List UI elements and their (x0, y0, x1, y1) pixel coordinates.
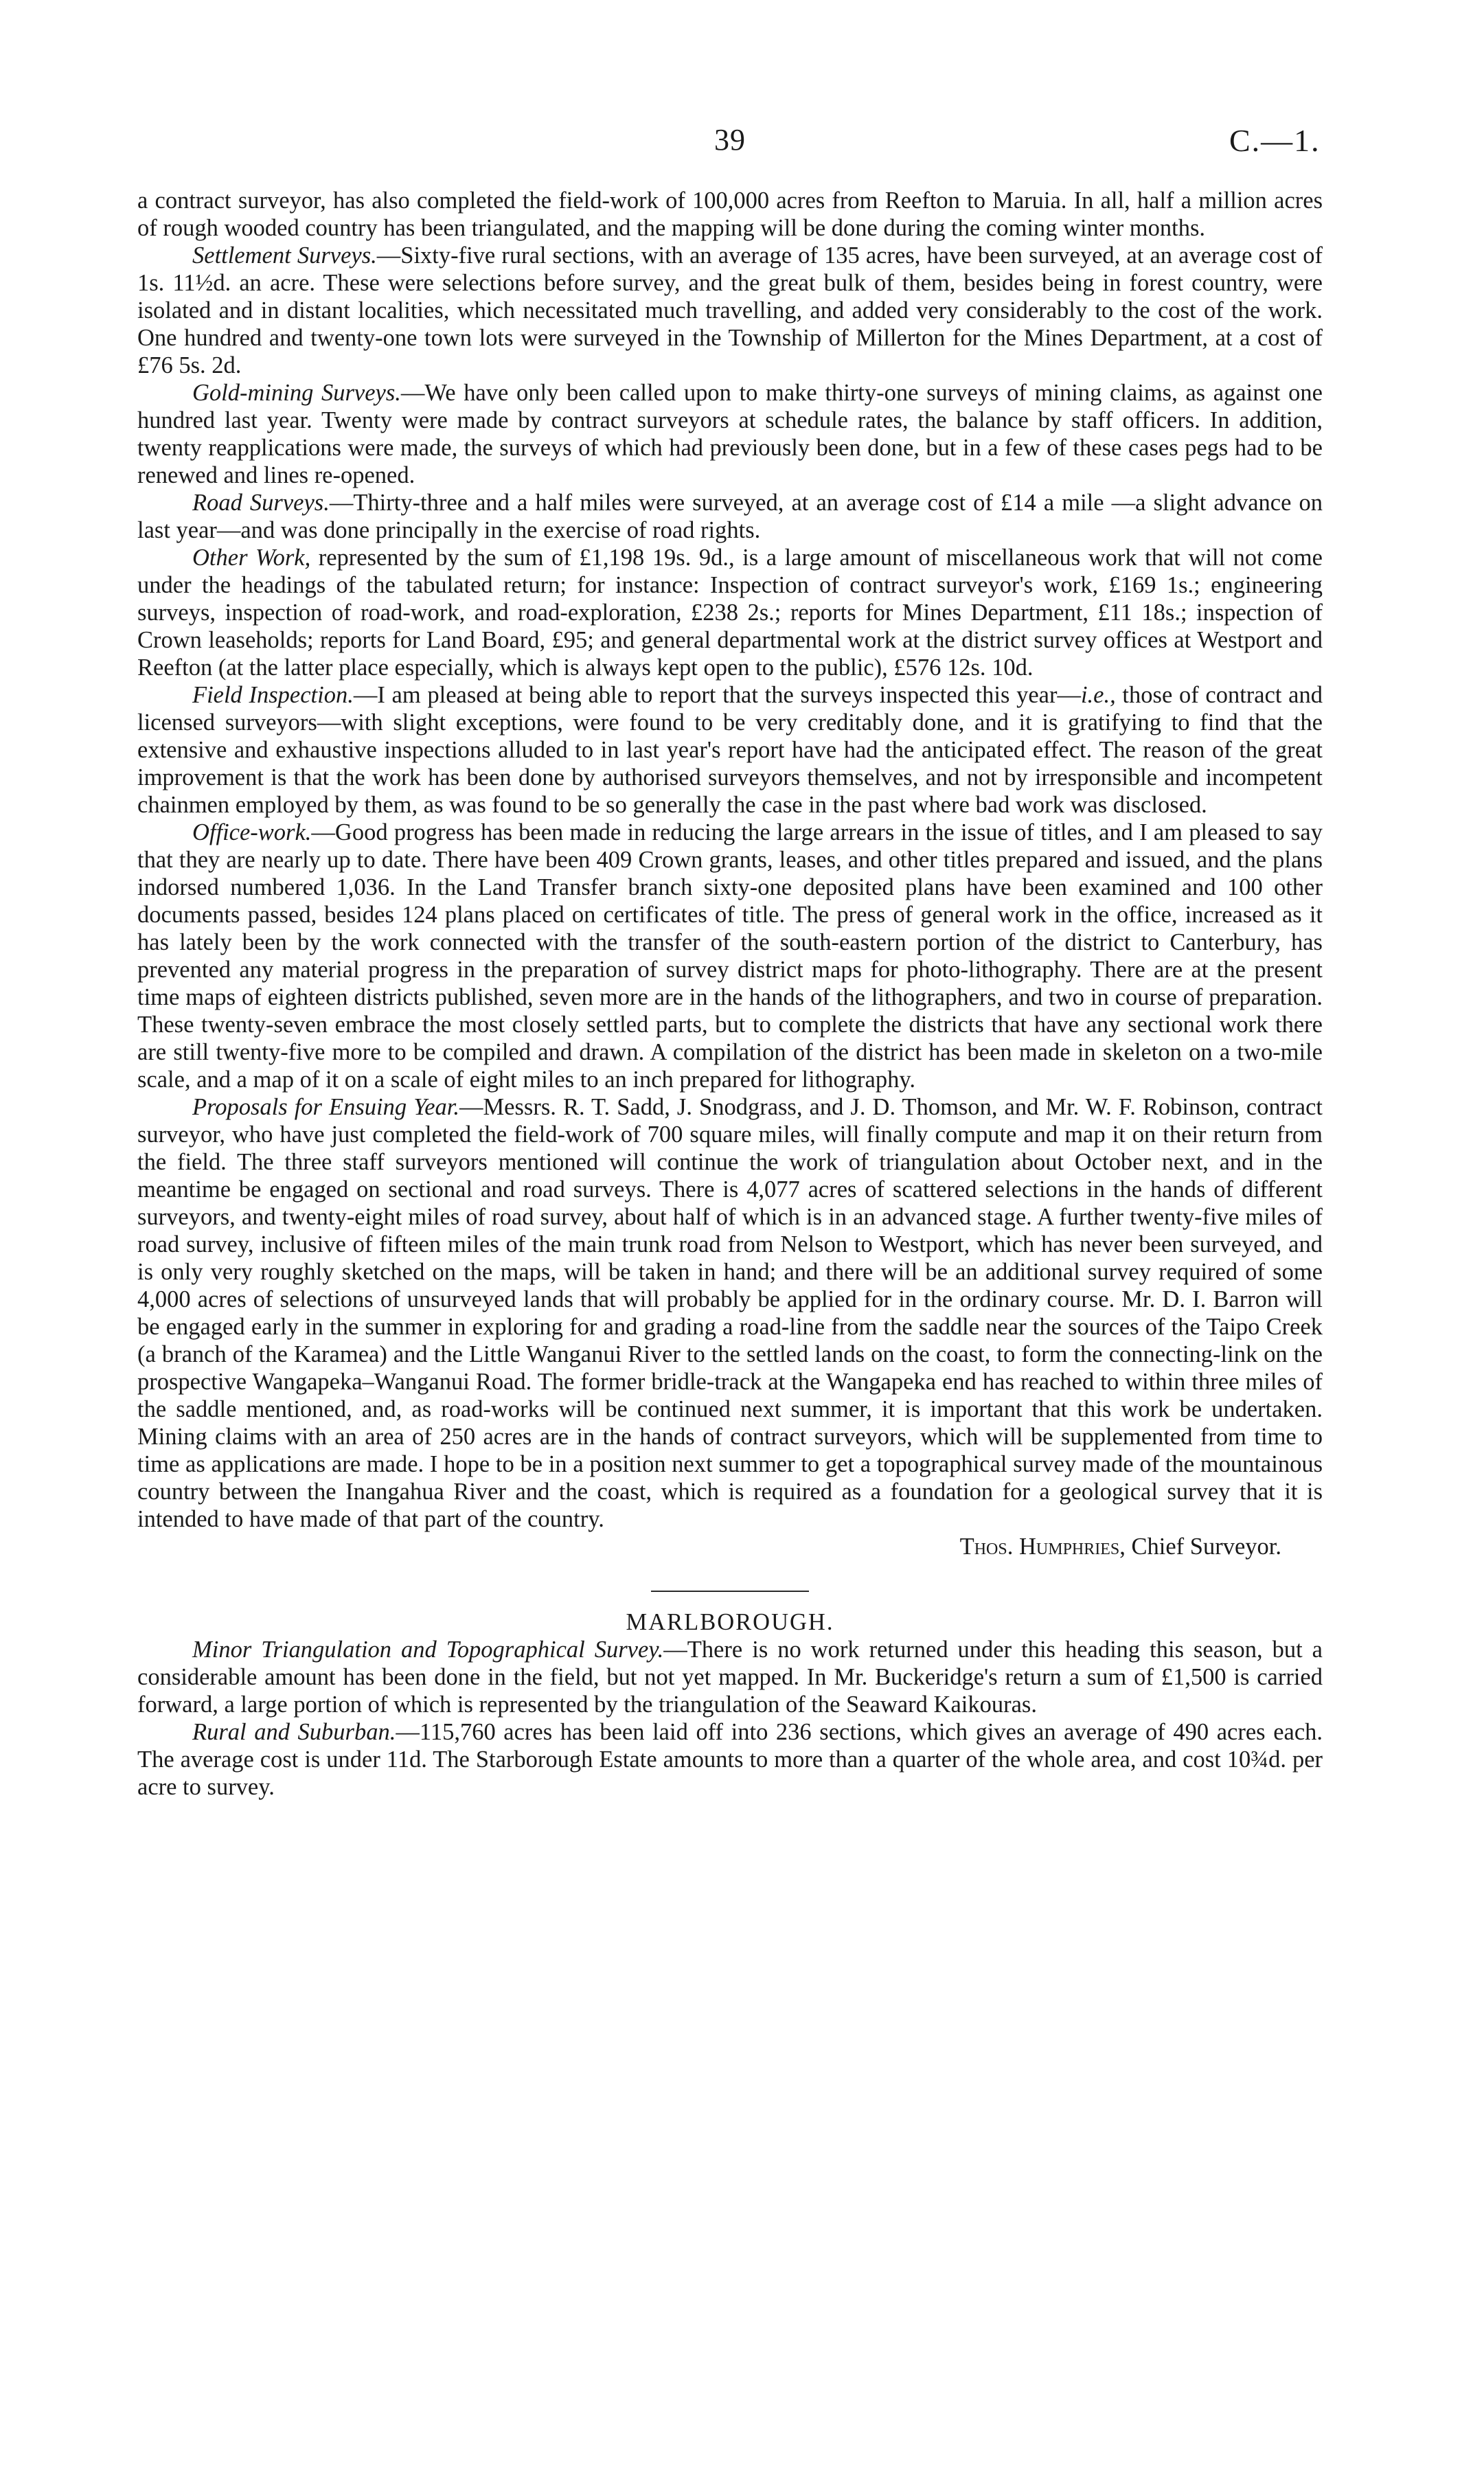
paragraph-continuation: a contract surveyor, has also completed the field-work of 100,000 acres from Reefton to Maruia. In all, half a million acres of rough wooded country has been triangulated, and the mapping will be done during the coming winter months. (137, 187, 1323, 241)
section-divider (651, 1591, 809, 1592)
paragraph-rural-suburban: Rural and Suburban.—115,760 acres has been laid off into 236 sections, which gives an average of 490 acres each. The average cost is under 11d. The Starborough Estate amounts to more than a quarter of the whole area, and cost 10¾d. per acre to survey. (137, 1719, 1323, 1800)
paragraph-heading: Settlement Surveys. (192, 242, 377, 269)
paragraph-heading: Other Work, (192, 545, 311, 571)
paragraph-heading: Rural and Suburban. (192, 1719, 396, 1745)
paragraph-heading: Road Surveys. (192, 490, 330, 516)
document-reference: C.—1. (1229, 123, 1321, 158)
paragraph-heading: Gold-mining Surveys. (192, 380, 401, 406)
section-heading: MARLBOROUGH. (626, 1609, 834, 1635)
signature-name: Thos. Humphries (959, 1534, 1120, 1560)
paragraph-heading: Office-work. (192, 819, 312, 845)
paragraph-heading: Proposals for Ensuing Year. (192, 1094, 459, 1120)
paragraph-other-work: Other Work, represented by the sum of £1,198 19s. 9d., is a large amount of miscellaneous work that will not come under the headings of the tabulated return; for instance: Inspection of contract surveyor's work, £169 1s.; engineering surveys, inspection of road-work, and road-exploration, £238 2s.; reports for Mines Department, £11 18s.; inspection of Crown leaseholds; reports for Land Board, £95; and general departmental work at the district survey offices at Westport and Reefton (at the latter place especially, which is always kept open to the public), £576 12s. 10d. (137, 545, 1323, 681)
signature-title: , Chief Surveyor. (1119, 1534, 1281, 1560)
signature-line (137, 1533, 1323, 1560)
body-text (137, 187, 1323, 1801)
paragraph-settlement-surveys: Settlement Surveys.—Sixty-five rural sections, with an average of 135 acres, have been surveyed, at an average cost of 1s. 11½d. an acre. These were selections before survey, and the great bulk of them, besides being in forest country, were isolated and in distant localities, which necessitated much travelling, and added very considerably to the cost of the work. One hundred and twenty-one town lots were surveyed in the Township of Millerton for the Mines Department, at a cost of £76 5s. 2d. (137, 242, 1323, 378)
page-number: 39 (714, 123, 746, 157)
paragraph-road-surveys: Road Surveys.—Thirty-three and a half miles were surveyed, at an average cost of £14 a mile —a slight advance on last year—and was done principally in the exercise of road rights. (137, 490, 1323, 543)
paragraph-proposals: Proposals for Ensuing Year.—Messrs. R. T. Sadd, J. Snodgrass, and J. D. Thomson, and Mr. W. F. Robinson, contract surveyor, who have just completed the field-work of 700 square miles, will finally compute and map it on their return from the field. The three staff surveyors mentioned will continue the work of triangulation about October next, and in the meantime be engaged on sectional and road surveys. There is 4,077 acres of scattered selections in the hands of different surveyors, and twenty-eight miles of road survey, about half of which is in an advanced stage. A further twenty-five miles of road survey, inclusive of fifteen miles of the main trunk road from Nelson to Westport, which has never been surveyed, and is only very roughly sketched on the maps, will be taken in hand; and there will be an additional survey required of some 4,000 acres of selections of unsurveyed lands that will probably be applied for in the ordinary course. Mr. D. I. Barron will be engaged early in the summer in exploring for and grading a road-line from the saddle near the sources of the Taipo Creek (a branch of the Karamea) and the Little Wanganui River to the settled lands on the coast, to form the connecting-link on the prospective Wangapeka–Wanganui Road. The former bridle-track at the Wangapeka end has reached to within three miles of the saddle mentioned, and, as road-works will be continued next summer, it is important that this work be undertaken. Mining claims with an area of 250 acres are in the hands of contract surveyors, which will be supplemented from time to time as applications are made. I hope to be in a position next summer to get a topographical survey made of the mountainous country between the Inangahua River and the coast, which is required as a foundation for a geological survey that it is intended to have made of that part of the country. (137, 1094, 1323, 1532)
paragraph-heading: Field Inspection. (192, 682, 354, 708)
paragraph-heading: Minor Triangulation and Topographical Survey. (192, 1637, 664, 1663)
paragraph-field-inspection: Field Inspection.—I am pleased at being able to report that the surveys inspected this year—i.e., those of contract and licensed surveyors—with slight exceptions, were found to be very creditably done, and it is gratifying to find that the extensive and exhaustive inspections alluded to in last year's report have had the anticipated effect. The reason of the great improvement is that the work has been done by authorised surveyors themselves, and not by irresponsible and incompetent chainmen employed by them, as was found to be so generally the case in the past where bad work was disclosed. (137, 682, 1323, 818)
paragraph-office-work: Office-work.—Good progress has been made in reducing the large arrears in the issue of titles, and I am pleased to say that they are nearly up to date. There have been 409 Crown grants, leases, and other titles prepared and issued, and the plans indorsed numbered 1,036. In the Land Transfer branch sixty-one deposited plans have been examined and 100 other documents passed, besides 124 plans placed on certificates of title. The press of general work in the office, increased as it has lately been by the work connected with the transfer of the south-eastern portion of the district to Canterbury, has prevented any material progress in the preparation of survey district maps for photo-lithography. There are at the present time maps of eighteen districts published, seven more are in the hands of the lithographers, and two in course of preparation. These twenty-seven embrace the most closely settled parts, but to complete the districts that have any sectional work there are still twenty-five more to be compiled and drawn. A compilation of the district has been made in skeleton on a two-mile scale, and a map of it on a scale of eight miles to an inch prepared for lithography. (137, 819, 1323, 1093)
abbreviation-ie: i.e., (1080, 682, 1116, 708)
paragraph-minor-triangulation: Minor Triangulation and Topographical Survey.—There is no work returned under this heading this season, but a considerable amount has been done in the field, but not yet mapped. In Mr. Buckeridge's return a sum of £1,500 is carried forward, a large portion of which is represented by the triangulation of the Seaward Kaikouras. (137, 1637, 1323, 1718)
paragraph-gold-mining-surveys: Gold-mining Surveys.—We have only been called upon to make thirty-one surveys of mining claims, as against one hundred last year. Twenty were made by contract surveyors at schedule rates, the balance by staff officers. In addition, twenty reapplications were made, the surveys of which had previously been done, but in a few of these cases pegs had to be renewed and lines re-opened. (137, 380, 1323, 488)
